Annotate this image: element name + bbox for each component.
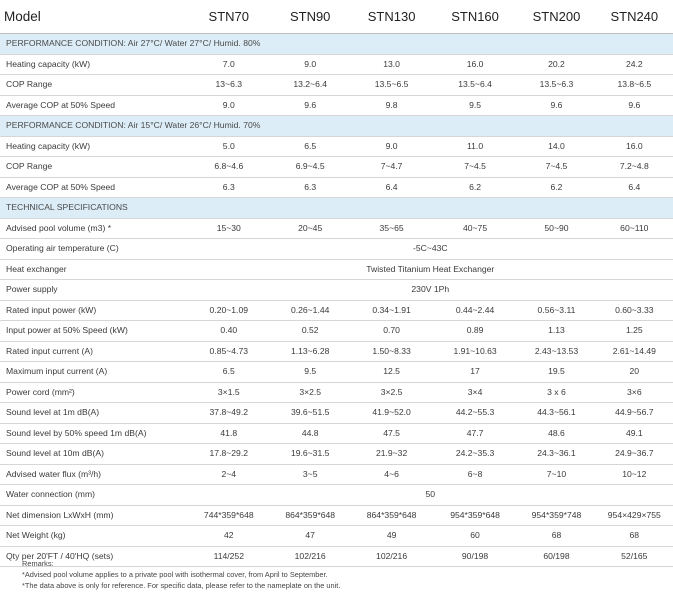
spec-value: 17.8~29.2 — [188, 444, 270, 465]
spec-label: Operating air temperature (C) — [0, 239, 188, 260]
spec-value: 16.0 — [433, 54, 518, 75]
spec-label: COP Range — [0, 157, 188, 178]
spec-value: 1.13 — [517, 321, 595, 342]
section-title: TECHNICAL SPECIFICATIONS — [0, 198, 673, 219]
spec-value: 3×1.5 — [188, 382, 270, 403]
spec-value: 60/198 — [517, 546, 595, 567]
spec-value: 954*359*748 — [517, 505, 595, 526]
section-title: PERFORMANCE CONDITION: Air 27°C/ Water 27°C/ Humid. 80% — [0, 34, 673, 55]
spec-value: 6.4 — [350, 177, 432, 198]
spec-value: 20.2 — [517, 54, 595, 75]
section-row — [0, 34, 673, 55]
spec-label: Heating capacity (kW) — [0, 54, 188, 75]
spec-value: 49 — [350, 526, 432, 547]
spec-value: 954×429×755 — [596, 505, 673, 526]
spec-value: 39.6~51.5 — [270, 403, 350, 424]
spec-value: 6.4 — [596, 177, 673, 198]
spec-label: Power supply — [0, 280, 188, 301]
spec-value: 6.3 — [188, 177, 270, 198]
spec-value: 44.2~55.3 — [433, 403, 518, 424]
spec-value: 24.2 — [596, 54, 673, 75]
spec-value: 19.6~31.5 — [270, 444, 350, 465]
spec-value: 60~110 — [596, 218, 673, 239]
spec-value: 6.9~4.5 — [270, 157, 350, 178]
spec-value: 1.50~8.33 — [350, 341, 432, 362]
spec-value: 24.2~35.3 — [433, 444, 518, 465]
spec-label: Sound level by 50% speed 1m dB(A) — [0, 423, 188, 444]
spec-row — [0, 403, 673, 424]
spec-value: 3×2.5 — [350, 382, 432, 403]
spec-row — [0, 280, 673, 301]
spec-label: Net Weight (kg) — [0, 526, 188, 547]
spec-label: Rated input current (A) — [0, 341, 188, 362]
spec-row — [0, 177, 673, 198]
spec-value: 24.3~36.1 — [517, 444, 595, 465]
spec-value: 954*359*648 — [433, 505, 518, 526]
spec-value: 2~4 — [188, 464, 270, 485]
spec-value: 0.44~2.44 — [433, 300, 518, 321]
spec-row — [0, 300, 673, 321]
spec-value: 14.0 — [517, 136, 595, 157]
section-row — [0, 116, 673, 137]
spec-value: 9.6 — [517, 95, 595, 116]
spec-label: Water connection (mm) — [0, 485, 188, 506]
spec-label: Advised water flux (m³/h) — [0, 464, 188, 485]
spec-row — [0, 526, 673, 547]
spec-value: 114/252 — [188, 546, 270, 567]
spec-value: 2.43~13.53 — [517, 341, 595, 362]
spec-value: 68 — [596, 526, 673, 547]
spec-label: Heat exchanger — [0, 259, 188, 280]
remarks-title: Remarks: — [22, 559, 54, 568]
spec-value: 20~45 — [270, 218, 350, 239]
spec-value: 9.5 — [433, 95, 518, 116]
spec-label: Maximum input current (A) — [0, 362, 188, 383]
spec-value: 13.5~6.3 — [517, 75, 595, 96]
spec-value: 1.13~6.28 — [270, 341, 350, 362]
spec-value: 2.61~14.49 — [596, 341, 673, 362]
spec-row — [0, 321, 673, 342]
spec-value-merged: 230V 1Ph — [188, 280, 673, 301]
spec-value: 0.34~1.91 — [350, 300, 432, 321]
spec-value: 47.5 — [350, 423, 432, 444]
spec-value: 7~4.5 — [517, 157, 595, 178]
spec-label: Average COP at 50% Speed — [0, 95, 188, 116]
spec-value: 3 x 6 — [517, 382, 595, 403]
spec-value: 102/216 — [270, 546, 350, 567]
spec-value: 864*359*648 — [350, 505, 432, 526]
spec-value: 7~4.7 — [350, 157, 432, 178]
model-name: STN160 — [433, 0, 518, 34]
spec-value: 42 — [188, 526, 270, 547]
spec-value: 13.5~6.4 — [433, 75, 518, 96]
spec-value: 6.5 — [188, 362, 270, 383]
spec-value: 50~90 — [517, 218, 595, 239]
spec-value: 41.8 — [188, 423, 270, 444]
spec-value: 13.0 — [350, 54, 432, 75]
spec-value: 6~8 — [433, 464, 518, 485]
spec-value: 6.2 — [517, 177, 595, 198]
spec-label: Qty per 20'FT / 40'HQ (sets) — [0, 546, 188, 567]
spec-value: 44.8 — [270, 423, 350, 444]
spec-row — [0, 75, 673, 96]
spec-value: 16.0 — [596, 136, 673, 157]
spec-value: 60 — [433, 526, 518, 547]
spec-value: 9.8 — [350, 95, 432, 116]
spec-value: 6.8~4.6 — [188, 157, 270, 178]
spec-value: 40~75 — [433, 218, 518, 239]
spec-value: 0.26~1.44 — [270, 300, 350, 321]
spec-value: 68 — [517, 526, 595, 547]
spec-row — [0, 382, 673, 403]
section-title: PERFORMANCE CONDITION: Air 15°C/ Water 26°C/ Humid. 70% — [0, 116, 673, 137]
spec-value: 6.5 — [270, 136, 350, 157]
spec-value: 13.2~6.4 — [270, 75, 350, 96]
spec-value: 9.5 — [270, 362, 350, 383]
model-name: STN240 — [596, 0, 673, 34]
spec-value: 9.0 — [270, 54, 350, 75]
spec-row — [0, 464, 673, 485]
spec-value: 13~6.3 — [188, 75, 270, 96]
spec-label: Net dimension LxWxH (mm) — [0, 505, 188, 526]
spec-value: 1.25 — [596, 321, 673, 342]
spec-label: Power cord (mm²) — [0, 382, 188, 403]
spec-value: 0.40 — [188, 321, 270, 342]
spec-value: 11.0 — [433, 136, 518, 157]
spec-row — [0, 54, 673, 75]
spec-value: 44.9~56.7 — [596, 403, 673, 424]
spec-label: Rated input power (kW) — [0, 300, 188, 321]
spec-value: 13.5~6.5 — [350, 75, 432, 96]
spec-value: 6.2 — [433, 177, 518, 198]
spec-row — [0, 239, 673, 260]
spec-value: 0.56~3.11 — [517, 300, 595, 321]
spec-value: 13.8~6.5 — [596, 75, 673, 96]
spec-value: 9.6 — [596, 95, 673, 116]
spec-value: 15~30 — [188, 218, 270, 239]
spec-row — [0, 485, 673, 506]
spec-value: 21.9~32 — [350, 444, 432, 465]
model-header: Model — [0, 0, 188, 34]
spec-value: 90/198 — [433, 546, 518, 567]
spec-value: 0.89 — [433, 321, 518, 342]
model-name: STN70 — [188, 0, 270, 34]
spec-value: 5.0 — [188, 136, 270, 157]
spec-value: 9.0 — [350, 136, 432, 157]
spec-value: 9.0 — [188, 95, 270, 116]
spec-value: 35~65 — [350, 218, 432, 239]
model-name: STN130 — [350, 0, 432, 34]
spec-value: 0.20~1.09 — [188, 300, 270, 321]
spec-value: 44.3~56.1 — [517, 403, 595, 424]
spec-label: Advised pool volume (m3) * — [0, 218, 188, 239]
remarks — [22, 558, 340, 591]
spec-value: 0.60~3.33 — [596, 300, 673, 321]
spec-value: 864*359*648 — [270, 505, 350, 526]
spec-value: 24.9~36.7 — [596, 444, 673, 465]
spec-value: 9.6 — [270, 95, 350, 116]
remarks-line: *Advised pool volume applies to a private pool with isothermal cover, from April to September. — [22, 570, 328, 579]
spec-value: 12.5 — [350, 362, 432, 383]
spec-value-merged: -5C~43C — [188, 239, 673, 260]
spec-value: 3×6 — [596, 382, 673, 403]
spec-label: Sound level at 10m dB(A) — [0, 444, 188, 465]
spec-value: 48.6 — [517, 423, 595, 444]
spec-value: 20 — [596, 362, 673, 383]
spec-row — [0, 95, 673, 116]
spec-row — [0, 259, 673, 280]
spec-value-merged: Twisted Titanium Heat Exchanger — [188, 259, 673, 280]
spec-row — [0, 423, 673, 444]
spec-label: Input power at 50% Speed (kW) — [0, 321, 188, 342]
spec-label: Average COP at 50% Speed — [0, 177, 188, 198]
spec-label: Sound level at 1m dB(A) — [0, 403, 188, 424]
header-row — [0, 0, 673, 34]
spec-row — [0, 218, 673, 239]
spec-row — [0, 157, 673, 178]
section-row — [0, 198, 673, 219]
spec-value: 0.52 — [270, 321, 350, 342]
spec-value-merged: 50 — [188, 485, 673, 506]
spec-value: 52/165 — [596, 546, 673, 567]
spec-value: 47.7 — [433, 423, 518, 444]
spec-row — [0, 341, 673, 362]
spec-value: 47 — [270, 526, 350, 547]
spec-value: 744*359*648 — [188, 505, 270, 526]
spec-value: 19.5 — [517, 362, 595, 383]
remarks-line: *The data above is only for reference. For specific data, please refer to the nameplate on the unit. — [22, 581, 341, 590]
model-name: STN90 — [270, 0, 350, 34]
spec-value: 10~12 — [596, 464, 673, 485]
spec-value: 37.8~49.2 — [188, 403, 270, 424]
spec-label: Heating capacity (kW) — [0, 136, 188, 157]
spec-value: 17 — [433, 362, 518, 383]
spec-value: 3~5 — [270, 464, 350, 485]
spec-label: COP Range — [0, 75, 188, 96]
spec-value: 3×4 — [433, 382, 518, 403]
spec-value: 41.9~52.0 — [350, 403, 432, 424]
spec-value: 7.0 — [188, 54, 270, 75]
spec-row — [0, 362, 673, 383]
model-name: STN200 — [517, 0, 595, 34]
spec-value: 1.91~10.63 — [433, 341, 518, 362]
spec-value: 7~10 — [517, 464, 595, 485]
spec-row — [0, 505, 673, 526]
spec-value: 3×2.5 — [270, 382, 350, 403]
spec-value: 6.3 — [270, 177, 350, 198]
spec-value: 0.70 — [350, 321, 432, 342]
spec-value: 49.1 — [596, 423, 673, 444]
spec-value: 0.85~4.73 — [188, 341, 270, 362]
spec-value: 4~6 — [350, 464, 432, 485]
spec-value: 7.2~4.8 — [596, 157, 673, 178]
spec-row — [0, 136, 673, 157]
spec-value: 102/216 — [350, 546, 432, 567]
spec-row — [0, 444, 673, 465]
spec-value: 7~4.5 — [433, 157, 518, 178]
